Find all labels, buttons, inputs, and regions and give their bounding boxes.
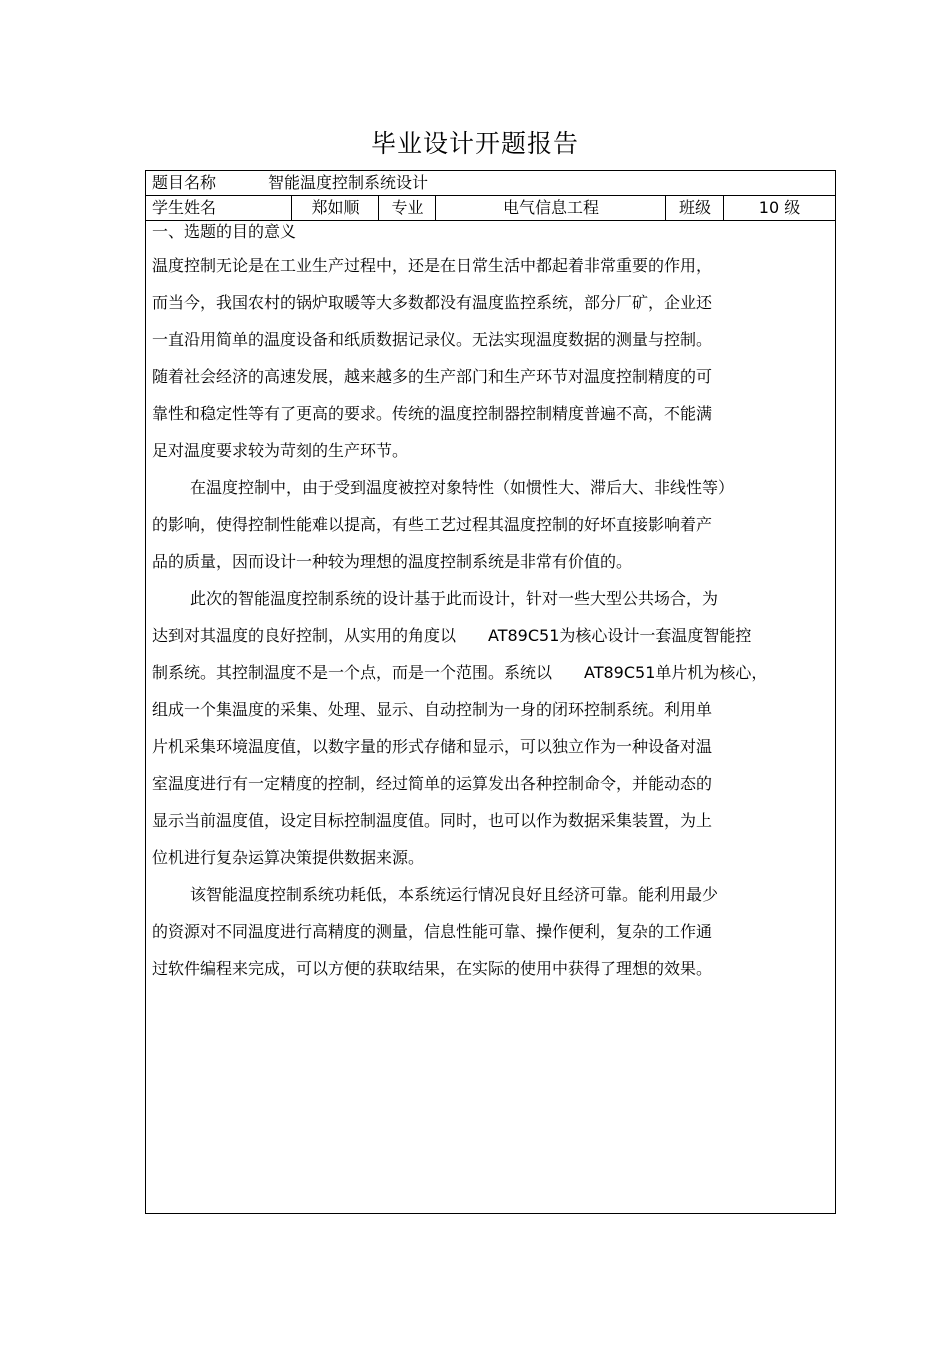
body-text [152, 247, 832, 987]
paragraph-line: 显示当前温度值，设定目标控制温度值。同时，也可以作为数据采集装置，为上 [152, 811, 713, 830]
document-title: 毕业设计开题报告 [370, 129, 579, 158]
section-heading: 一、选题的目的意义 [152, 222, 297, 241]
paragraph [152, 247, 832, 469]
paragraph-line: 随着社会经济的高速发展，越来越多的生产部门和生产环节对温度控制精度的可 [152, 367, 713, 386]
paragraph [152, 580, 832, 876]
student-row [146, 196, 835, 221]
paragraph-line: 制系统。其控制温度不是一个点，而是一个范围。系统以 AT89C51单片机为核心， [152, 663, 768, 682]
paragraph-line: 而当今，我国农村的锅炉取暖等大多数都没有温度监控系统，部分厂矿，企业还 [152, 293, 713, 312]
paragraph-line: 靠性和稳定性等有了更高的要求。传统的温度控制器控制精度普遍不高，不能满 [152, 404, 713, 423]
paragraph-line: 过软件编程来完成，可以方便的获取结果，在实际的使用中获得了理想的效果。 [152, 959, 713, 978]
paragraph-line: 组成一个集温度的采集、处理、显示、自动控制为一身的闭环控制系统。利用单 [152, 700, 713, 719]
paragraph [152, 469, 832, 580]
paragraph-line: 在温度控制中，由于受到温度被控对象特性（如惯性大、滞后大、非线性等） [190, 478, 735, 497]
major-value: 电气信息工程 [435, 196, 666, 220]
paragraph-line: 片机采集环境温度值，以数字量的形式存储和显示，可以独立作为一种设备对温 [152, 737, 713, 756]
paragraph-line: 室温度进行有一定精度的控制，经过简单的运算发出各种控制命令，并能动态的 [152, 774, 713, 793]
paragraph-line: 的资源对不同温度进行高精度的测量，信息性能可靠、操作便利，复杂的工作通 [152, 922, 713, 941]
student-label: 学生姓名 [152, 198, 217, 217]
class-label: 班级 [665, 196, 724, 220]
paragraph-line: 达到对其温度的良好控制，从实用的角度以 AT89C51为核心设计一套温度智能控 [152, 626, 752, 645]
paragraph-line: 此次的智能温度控制系统的设计基于此而设计，针对一些大型公共场合，为 [190, 589, 719, 608]
topic-row [146, 171, 835, 196]
topic-label: 题目名称 [152, 173, 217, 192]
proposal-form-table [145, 170, 836, 1214]
paragraph-line: 该智能温度控制系统功耗低，本系统运行情况良好且经济可靠。能利用最少 [190, 885, 719, 904]
paragraph-line: 的影响，使得控制性能难以提高，有些工艺过程其温度控制的好坏直接影响着产 [152, 515, 713, 534]
topic-value: 智能温度控制系统设计 [268, 173, 429, 192]
class-value: 10 级 [723, 196, 835, 220]
paragraph-line: 位机进行复杂运算决策提供数据来源。 [152, 848, 425, 867]
major-label: 专业 [378, 196, 436, 220]
paragraph [152, 876, 832, 987]
paragraph-line: 温度控制无论是在工业生产过程中，还是在日常生活中都起着非常重要的作用， [152, 256, 713, 275]
student-value: 郑如顺 [291, 196, 379, 220]
paragraph-line: 足对温度要求较为苛刻的生产环节。 [152, 441, 409, 460]
paragraph-line: 品的质量，因而设计一种较为理想的温度控制系统是非常有价值的。 [152, 552, 633, 571]
paragraph-line: 一直沿用简单的温度设备和纸质数据记录仪。无法实现温度数据的测量与控制。 [152, 330, 713, 349]
